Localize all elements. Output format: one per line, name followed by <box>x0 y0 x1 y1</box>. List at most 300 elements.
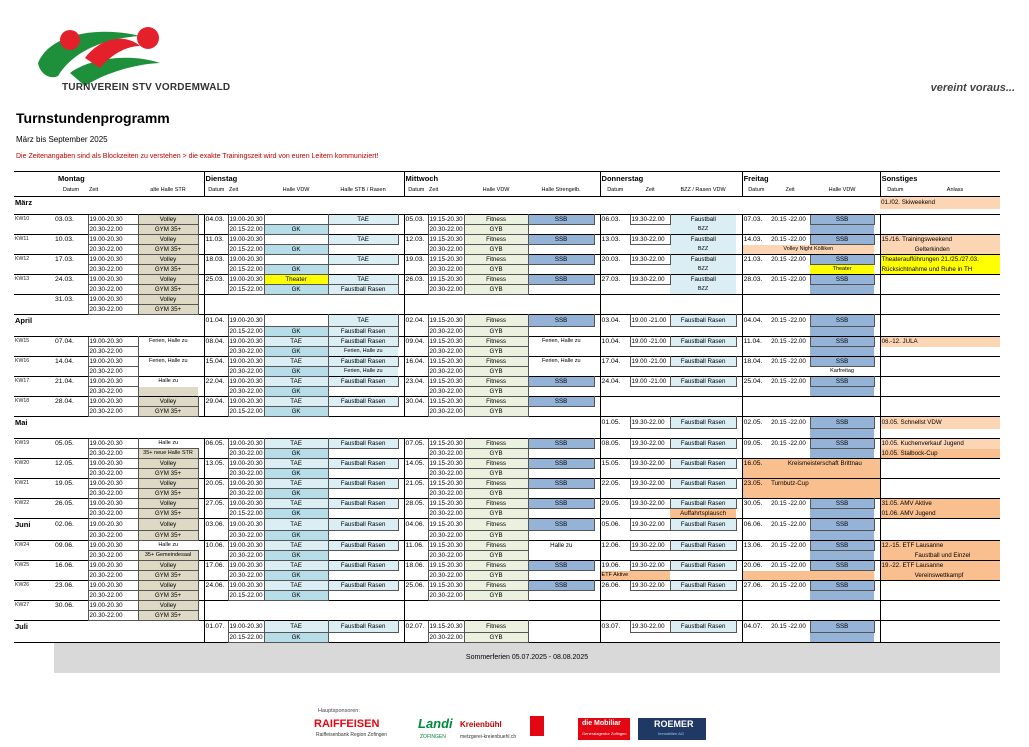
empty-cell <box>880 459 910 469</box>
schedule-cell: Volley <box>138 459 198 469</box>
schedule-cell: 10.04. <box>600 337 630 347</box>
schedule-cell: 27.06. <box>742 581 770 591</box>
empty-cell <box>54 591 88 601</box>
schedule-cell: GYM 35+ <box>138 469 198 479</box>
empty-cell <box>770 327 810 337</box>
schedule-cell: GYM 35+ <box>138 571 198 581</box>
schedule-cell: Faustball Rasen <box>328 621 398 633</box>
empty-cell <box>880 519 910 531</box>
table-row <box>14 633 1000 643</box>
schedule-cell: SSB <box>810 499 874 509</box>
table-row <box>14 407 1000 417</box>
empty-cell <box>404 571 428 581</box>
empty-cell <box>810 509 874 519</box>
empty-cell <box>742 397 874 407</box>
schedule-cell: 19.00-20.30 <box>88 337 138 347</box>
empty-cell <box>528 407 594 417</box>
schedule-cell: Halle zu <box>138 541 198 551</box>
empty-cell <box>880 429 1000 439</box>
empty-cell <box>204 387 228 397</box>
empty-cell <box>404 633 428 643</box>
empty-cell <box>600 245 630 255</box>
empty-cell <box>204 172 398 186</box>
schedule-cell: 19.00-20.30 <box>88 295 138 305</box>
empty-cell <box>54 245 88 255</box>
empty-cell <box>600 591 736 601</box>
schedule-cell: SSB <box>528 519 594 531</box>
schedule-cell: 20.15-22.00 <box>229 286 263 293</box>
notice-text: Die Zeitenangaben sind als Blockzeiten zu verstehen > die exakte Trainingszeit wird von euren Leitern kommuniziert! <box>16 153 379 160</box>
sponsor-raiffeisen[interactable]: RAIFFEISEN <box>314 718 380 730</box>
schedule-cell: GK <box>264 551 328 561</box>
empty-cell <box>528 509 594 519</box>
empty-cell <box>404 489 428 499</box>
schedule-cell: 20.30-22.00 <box>88 285 138 295</box>
empty-cell <box>204 633 228 643</box>
schedule-cell: KW25 <box>14 561 54 571</box>
schedule-cell: 20.15 -22.00 <box>770 235 810 245</box>
month-label: Juli <box>14 621 54 633</box>
schedule-cell: TAE <box>264 337 328 347</box>
schedule-cell: 20.30-22.00 <box>88 611 138 621</box>
schedule-cell: TAE <box>264 357 328 367</box>
schedule-cell: 20.15 -22.00 <box>770 621 810 633</box>
empty-cell <box>742 387 770 397</box>
sponsor-kreienbuehl[interactable]: Kreienbühl <box>460 720 502 729</box>
sponsor-landi[interactable]: Landi <box>418 716 453 731</box>
schedule-cell: 19.00-20.30 <box>88 255 138 265</box>
schedule-cell: 12.05. <box>54 459 88 469</box>
schedule-cell: 19.00-20.30 <box>229 562 263 569</box>
empty-cell <box>328 387 398 397</box>
empty-cell <box>528 551 594 561</box>
schedule-cell: SSB <box>810 561 874 571</box>
empty-cell <box>670 571 736 581</box>
week-row <box>14 541 1000 551</box>
empty-cell <box>204 265 228 275</box>
empty-cell <box>770 347 810 357</box>
schedule-cell: 19.15-20.30 <box>429 398 463 405</box>
schedule-cell: GYM 35+ <box>138 531 198 541</box>
schedule-cell: GYB <box>464 265 528 275</box>
empty-cell <box>328 531 398 541</box>
schedule-cell: 13.03. <box>600 235 630 245</box>
table-row <box>14 591 1000 601</box>
schedule-cell: Fitness <box>464 541 528 551</box>
schedule-cell: 19.00-20.30 <box>229 216 263 223</box>
schedule-cell: GYB <box>464 367 528 377</box>
table-row <box>14 367 1000 377</box>
schedule-cell: GK <box>264 449 328 459</box>
schedule-cell: 19.00-20.30 <box>229 440 263 447</box>
empty-cell <box>14 449 54 459</box>
schedule-cell: 20.30-22.00 <box>429 246 463 253</box>
schedule-cell: Datum <box>204 186 228 197</box>
empty-cell <box>14 265 54 275</box>
empty-cell <box>328 225 398 235</box>
empty-cell <box>880 611 1000 621</box>
schedule-cell: 13.06. <box>742 541 770 551</box>
empty-cell <box>14 489 54 499</box>
empty-cell <box>880 367 1000 377</box>
table-row <box>14 429 1000 439</box>
schedule-cell: KW21 <box>14 479 54 489</box>
schedule-cell: KW24 <box>14 541 54 551</box>
schedule-cell: 19.15-20.30 <box>429 480 463 487</box>
schedule-cell: Theater <box>264 275 328 285</box>
schedule-cell: Volley <box>138 215 198 225</box>
empty-cell <box>14 327 204 337</box>
empty-cell <box>630 245 670 255</box>
schedule-cell: Faustball Rasen <box>670 357 736 367</box>
empty-cell <box>600 265 630 275</box>
empty-cell <box>54 509 88 519</box>
empty-cell <box>810 327 874 337</box>
empty-cell <box>204 611 398 621</box>
schedule-cell: 20.30-22.00 <box>88 469 138 479</box>
schedule-cell: 20.30-22.00 <box>88 265 138 275</box>
empty-cell <box>264 215 328 225</box>
schedule-cell: KW26 <box>14 581 54 591</box>
schedule-cell: 16.06. <box>54 561 88 571</box>
empty-cell <box>600 551 736 561</box>
empty-cell <box>742 407 874 417</box>
schedule-cell: GYB <box>464 387 528 397</box>
schedule-cell: Faustball Rasen <box>328 499 398 509</box>
schedule-cell: Halle VDW <box>464 186 528 197</box>
empty-cell <box>328 469 398 479</box>
schedule-cell: KW16 <box>14 357 54 367</box>
empty-cell <box>528 621 594 633</box>
schedule-cell: Faustball Rasen <box>328 397 398 407</box>
schedule-cell: Faustball <box>670 255 736 265</box>
schedule-cell: 20.15 -22.00 <box>770 439 810 449</box>
schedule-cell: Fitness <box>464 357 528 367</box>
schedule-cell: 19.15-20.30 <box>428 621 464 633</box>
week-row <box>14 357 1000 367</box>
schedule-cell: 14.04. <box>54 357 88 367</box>
empty-cell <box>600 397 736 407</box>
schedule-cell: Faustball Rasen <box>670 621 736 633</box>
schedule-cell: SSB <box>528 275 594 285</box>
schedule-cell: 26.03. <box>404 275 428 285</box>
empty-cell <box>910 225 1000 235</box>
sub-header-row <box>14 186 1000 197</box>
schedule-cell: SSB <box>528 439 594 449</box>
schedule-cell: 01.07. <box>204 621 228 633</box>
schedule-cell: 20.30-22.00 <box>88 571 138 581</box>
empty-cell <box>14 347 54 357</box>
schedule-cell: GYB <box>464 571 528 581</box>
empty-cell <box>600 633 736 643</box>
empty-cell <box>54 315 204 327</box>
table-row <box>14 509 1000 519</box>
sponsors-bar: Hauptsponsoren: RAIFFEISEN Raiffeisenbank Region Zofingen Landi ZOFINGEN Kreienbühl metzgerei-kreienbuehl.ch die Mobiliar Generalagentur Zofingen ROEMER Immobilien AG <box>312 708 732 746</box>
page-header <box>0 0 1029 100</box>
schedule-cell: Rücksichtnahme und Ruhe in TH <box>880 265 1000 275</box>
empty-cell <box>528 285 594 295</box>
schedule-cell: Faustball Rasen <box>670 315 736 327</box>
schedule-cell: GK <box>264 367 328 377</box>
schedule-cell: SSB <box>528 561 594 571</box>
schedule-cell: Fitness <box>464 561 528 571</box>
schedule-cell: KW11 <box>14 235 54 245</box>
schedule-cell: 20.15 -22.00 <box>770 275 810 285</box>
empty-cell <box>770 367 810 377</box>
empty-cell <box>14 407 54 417</box>
empty-cell <box>810 449 874 459</box>
empty-cell <box>204 285 228 295</box>
empty-cell <box>54 305 88 315</box>
schedule-cell: 09.05. <box>742 439 770 449</box>
schedule-cell: 28.05. <box>404 499 428 509</box>
table-row <box>14 611 1000 621</box>
schedule-cell: ETF Aktive <box>600 571 670 581</box>
day-mittwoch: Mittwoch <box>405 174 439 184</box>
schedule-cell: Halle Strengelb. <box>528 186 594 197</box>
schedule-cell: Faustball Rasen <box>670 479 736 489</box>
schedule-cell: GK <box>264 245 328 255</box>
schedule-cell: GYB <box>464 225 528 235</box>
schedule-cell: 19.15-20.30 <box>429 256 463 263</box>
schedule-cell: 19.15-20.30 <box>429 440 463 447</box>
schedule-cell: Zeit <box>630 186 670 197</box>
empty-cell <box>528 327 594 337</box>
schedule-cell: 19.00-20.30 <box>228 519 264 531</box>
empty-cell <box>54 407 88 417</box>
schedule-cell: Volley <box>138 397 198 407</box>
empty-cell <box>880 327 1000 337</box>
schedule-cell: SSB <box>810 377 874 387</box>
empty-cell <box>14 367 54 377</box>
schedule-cell: TAE <box>264 581 328 591</box>
schedule-cell: GYM 35+ <box>138 305 198 315</box>
empty-cell <box>770 591 810 601</box>
schedule-cell: 25.04. <box>742 377 770 387</box>
schedule-cell: 19.03. <box>404 255 428 265</box>
month-label: März <box>14 197 54 209</box>
day-freitag: Freitag <box>743 174 769 184</box>
schedule-cell: 19.05. <box>54 479 88 489</box>
schedule-cell: Volley <box>138 295 198 305</box>
schedule-cell: Faustball Rasen <box>670 377 736 387</box>
schedule-cell: Fitness <box>464 621 528 633</box>
schedule-cell: 19.15-20.30 <box>429 236 463 243</box>
schedule-cell: GYM 35+ <box>138 509 198 519</box>
empty-cell <box>528 571 594 581</box>
event: 01./02. Skiweekend <box>880 197 1000 209</box>
empty-cell <box>600 347 736 357</box>
empty-cell <box>54 531 88 541</box>
schedule-cell: 19.00-20.30 <box>228 315 264 327</box>
empty-cell <box>204 551 228 561</box>
schedule-cell: 14.03. <box>742 235 770 245</box>
schedule-cell: 19.00-20.30 <box>229 542 263 549</box>
schedule-cell: Faustball Rasen <box>670 337 736 347</box>
empty-cell <box>328 265 398 275</box>
empty-cell <box>54 197 880 209</box>
schedule-cell: Faustball Rasen <box>328 285 398 295</box>
empty-cell <box>880 275 910 285</box>
schedule-cell: 19.00-20.30 <box>229 460 263 467</box>
schedule-cell: 21.05. <box>404 479 428 489</box>
schedule-cell: 31.03. <box>54 295 88 305</box>
schedule-cell: 19.00-20.30 <box>229 398 263 405</box>
schedule-cell: 20.30-22.00 <box>429 226 463 233</box>
empty-cell <box>910 285 1000 295</box>
schedule-cell: 03.03. <box>54 215 88 225</box>
schedule-cell: 23.06. <box>54 581 88 591</box>
schedule-cell: 26.05. <box>54 499 88 509</box>
schedule-cell: 06.06. <box>742 519 770 531</box>
schedule-cell: 20.30-22.00 <box>229 572 263 579</box>
schedule-cell: 30.06. <box>54 601 88 611</box>
schedule-cell: 17.04. <box>600 357 630 367</box>
empty-cell <box>742 367 770 377</box>
empty-cell <box>742 571 874 581</box>
schedule-cell: 24.03. <box>54 275 88 285</box>
schedule-cell: GK <box>264 407 328 417</box>
schedule-cell: 20.15 -22.00 <box>770 499 810 509</box>
schedule-cell: 20.30-22.00 <box>429 634 463 641</box>
table-row <box>14 449 1000 459</box>
empty-cell <box>600 429 736 439</box>
empty-cell <box>528 245 594 255</box>
schedule-cell: GYM 35+ <box>138 265 198 275</box>
schedule-cell: 19.00-20.30 <box>229 236 263 243</box>
schedule-cell: 35+ Gemeindesaal <box>138 551 198 561</box>
table-row <box>14 571 1000 581</box>
empty-cell <box>880 469 1000 479</box>
schedule-cell: 03.07. <box>600 621 630 633</box>
club-name: TURNVEREIN STV VORDEMWALD <box>62 82 231 93</box>
schedule-cell: BZZ <box>670 225 736 235</box>
empty-cell <box>810 591 874 601</box>
schedule-cell: 20.30-22.00 <box>88 367 138 377</box>
empty-cell <box>742 551 770 561</box>
empty-cell <box>910 275 1000 285</box>
schedule-cell: Halle STB / Rasen <box>328 186 398 197</box>
schedule-cell: 19.00-20.30 <box>88 357 138 367</box>
schedule-cell: Faustball Rasen <box>670 499 736 509</box>
empty-cell <box>630 225 670 235</box>
schedule-cell: GK <box>264 265 328 275</box>
empty-cell <box>600 509 630 519</box>
schedule-cell: 02.06. <box>54 519 88 531</box>
schedule-cell: 20.03. <box>600 255 630 265</box>
schedule-cell: Faustball Rasen <box>328 459 398 469</box>
schedule-cell: Faustball Rasen <box>328 327 398 337</box>
week-row <box>14 255 1000 265</box>
schedule-cell: 19.15-20.30 <box>429 562 463 569</box>
empty-cell <box>404 591 428 601</box>
schedule-cell: 19.15-20.30 <box>428 519 464 531</box>
schedule-cell: 03.06. <box>204 519 228 531</box>
schedule-cell: 15.05. <box>600 459 630 469</box>
empty-cell <box>810 429 874 439</box>
schedule-cell: SSB <box>810 541 874 551</box>
empty-cell <box>264 235 328 245</box>
event: Theateraufführungen 21./25./27.03. <box>880 255 1000 265</box>
empty-cell <box>880 581 910 591</box>
schedule-table <box>14 171 1000 673</box>
schedule-cell: GYB <box>464 531 528 541</box>
schedule-cell: Faustball Rasen <box>328 439 398 449</box>
schedule-cell: SSB <box>528 397 594 407</box>
schedule-cell: 20.30-22.00 <box>88 387 138 397</box>
week-row <box>14 377 1000 387</box>
schedule-cell: Volley Night Kölliken <box>742 245 874 255</box>
empty-cell <box>770 633 810 643</box>
month-row-juli <box>14 621 1000 633</box>
schedule-cell: 01.06. AMV Jugend <box>880 509 1000 519</box>
schedule-cell: GYM 35+ <box>138 591 198 601</box>
schedule-cell: 20.15-22.00 <box>229 408 263 415</box>
schedule-cell: 25.06. <box>404 581 428 591</box>
schedule-cell: 03.04. <box>600 315 630 327</box>
schedule-cell: 20.15-22.00 <box>229 226 263 233</box>
schedule-cell: Turnbutz-Cup <box>770 479 880 489</box>
empty-cell <box>54 551 88 561</box>
week-row <box>14 499 1000 509</box>
schedule-cell: 19.30-22.00 <box>630 275 670 285</box>
empty-cell <box>54 285 88 295</box>
day-dienstag: Dienstag <box>205 174 238 184</box>
schedule-cell: 13.05. <box>204 459 228 469</box>
schedule-cell: 04.07. <box>742 621 770 633</box>
empty-cell <box>742 611 874 621</box>
empty-cell <box>204 295 398 305</box>
event: 03.05. Schnellst VDW <box>880 417 1000 429</box>
week-row <box>14 275 1000 285</box>
schedule-cell: 07.04. <box>54 337 88 347</box>
event: 12.-15. ETF Lausanne <box>880 541 1000 551</box>
schedule-cell: KW27 <box>14 601 54 611</box>
empty-cell <box>404 449 428 459</box>
sponsor-badge-icon <box>530 716 544 736</box>
schedule-cell: 08.05. <box>600 439 630 449</box>
empty-cell <box>600 407 736 417</box>
schedule-cell: 05.05. <box>54 439 88 449</box>
empty-cell <box>742 591 770 601</box>
schedule-cell: TAE <box>264 621 328 633</box>
empty-cell <box>880 621 910 633</box>
schedule-cell: 30.05. <box>742 499 770 509</box>
schedule-cell: 27.05. <box>204 499 228 509</box>
schedule-cell: 19.00-20.30 <box>229 480 263 487</box>
empty-cell <box>742 265 770 275</box>
empty-cell <box>880 357 910 367</box>
table-row <box>14 327 1000 337</box>
week-row <box>14 337 1000 347</box>
schedule-cell: TAE <box>264 439 328 449</box>
empty-cell <box>204 347 228 357</box>
schedule-cell: KW15 <box>14 337 54 347</box>
month-row-juni <box>14 519 1000 531</box>
empty-cell <box>204 489 228 499</box>
empty-cell <box>742 633 770 643</box>
empty-cell <box>528 591 594 601</box>
week-row <box>14 601 1000 611</box>
schedule-cell: Halle VDW <box>264 186 328 197</box>
empty-cell <box>54 571 88 581</box>
schedule-cell: 19.15-20.30 <box>429 378 463 385</box>
schedule-cell: 19.30-22.00 <box>630 581 670 591</box>
schedule-cell: SSB <box>528 215 594 225</box>
empty-cell <box>404 225 428 235</box>
empty-cell <box>810 551 874 561</box>
empty-cell <box>54 347 88 357</box>
